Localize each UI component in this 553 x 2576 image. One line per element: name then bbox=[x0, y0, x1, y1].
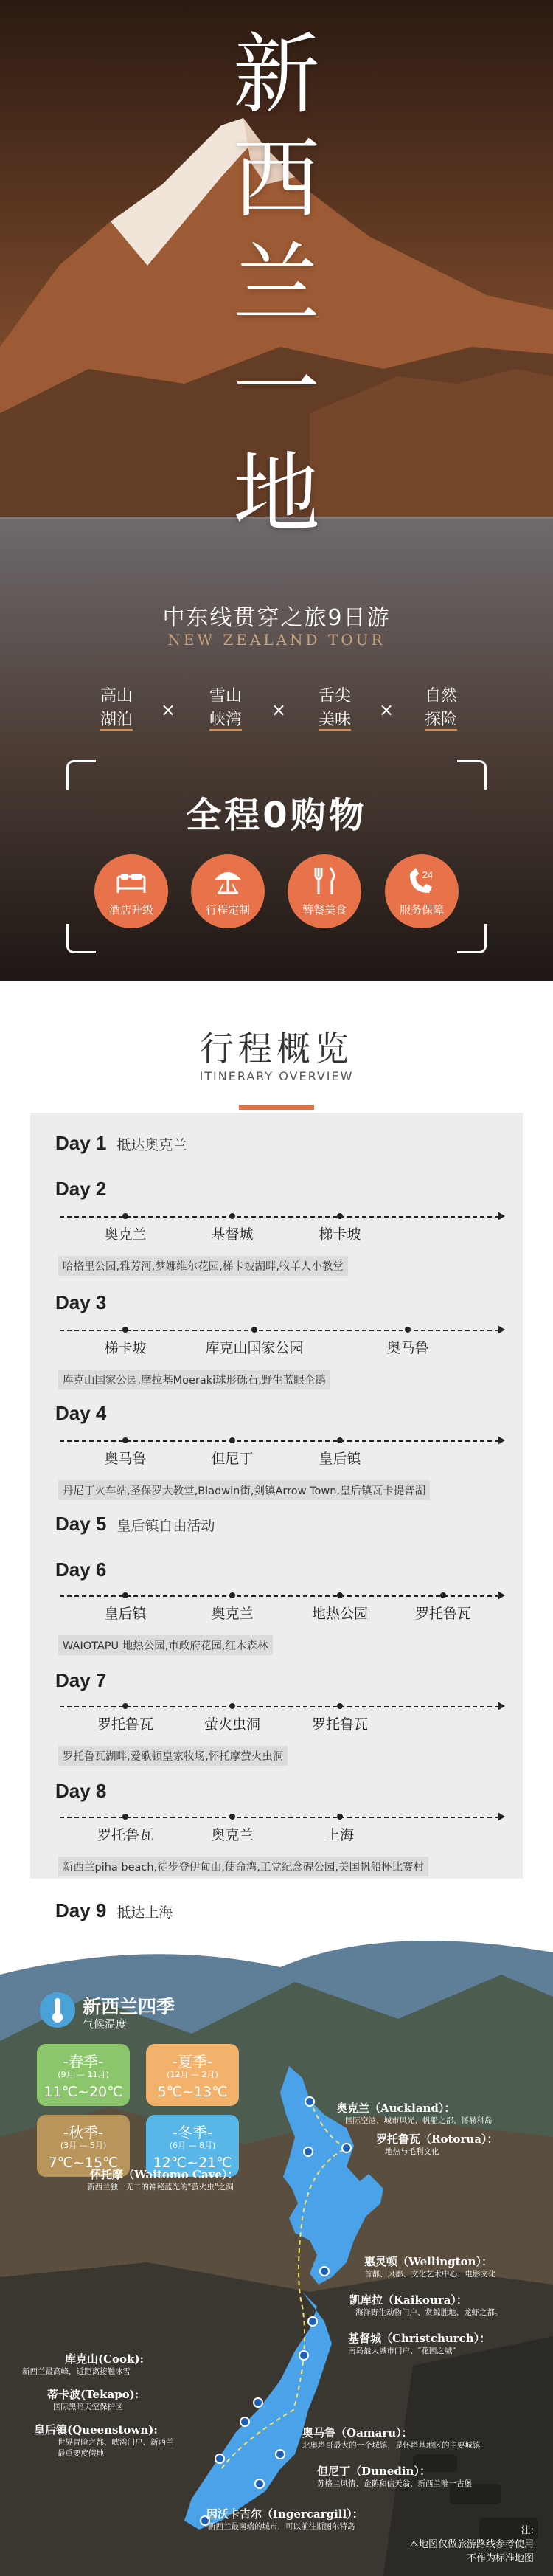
phone-24-icon bbox=[406, 865, 438, 897]
season-months: (6月 — 8月) bbox=[169, 2141, 216, 2150]
route-dot bbox=[122, 1327, 128, 1333]
day-description: 罗托鲁瓦湖畔,爱歌顿皇家牧场,怀托摩萤火虫洞 bbox=[58, 1746, 288, 1766]
map-label: 惠灵顿（Wellington）： bbox=[364, 2255, 493, 2268]
route-stop: 罗托鲁瓦 bbox=[311, 1716, 368, 1733]
map-pin bbox=[255, 2479, 264, 2488]
hero-subtitle: 中东线贯穿之旅9日游 bbox=[162, 605, 391, 631]
map-pin bbox=[215, 2454, 224, 2463]
day-description: 哈格里公园,雅芳河,梦娜维尔花园,梯卡坡湖畔,牧羊人小教堂 bbox=[58, 1256, 348, 1276]
itinerary-subtitle: ITINERARY OVERVIEW bbox=[199, 1069, 354, 1083]
title-char: 新 bbox=[232, 24, 320, 125]
badge-label: 行程定制 bbox=[205, 903, 250, 916]
feature-item bbox=[305, 685, 364, 732]
route-dot bbox=[440, 1592, 446, 1598]
seasons-subtitle: 气候温度 bbox=[83, 2017, 128, 2031]
route-dot bbox=[229, 1814, 235, 1820]
route-dot bbox=[405, 1327, 411, 1333]
season-name: -秋季- bbox=[63, 2124, 104, 2141]
day-row bbox=[55, 1669, 106, 1692]
season-months: (9月 — 11月) bbox=[58, 2070, 109, 2079]
route-stop: 库克山国家公园 bbox=[205, 1340, 304, 1356]
map-label: 奥马鲁（Oamaru）： bbox=[302, 2426, 413, 2439]
route-stop: 奥马鲁 bbox=[386, 1340, 429, 1356]
south-island bbox=[184, 2292, 332, 2530]
day-label: Day 9 bbox=[55, 1899, 107, 1921]
map-pin bbox=[304, 2147, 313, 2156]
hero-banner bbox=[0, 0, 553, 981]
map-pin bbox=[305, 2097, 314, 2106]
route-dot bbox=[122, 1592, 128, 1598]
day-label: Day 8 bbox=[55, 1780, 107, 1802]
map-label: 库克山(Cook): bbox=[65, 2352, 145, 2366]
hero-title bbox=[221, 22, 332, 546]
route-stop: 梯卡坡 bbox=[319, 1226, 361, 1243]
route-dot bbox=[229, 1437, 235, 1443]
day-row bbox=[55, 1513, 215, 1536]
map-label: 怀托摩（Waitomo Cave）： bbox=[90, 2168, 239, 2181]
feature-top: 雪山 bbox=[209, 687, 242, 705]
map-label: 蒂卡波(Tekapo): bbox=[47, 2388, 139, 2401]
route-stop: 地热公园 bbox=[311, 1606, 368, 1622]
day-label: Day 5 bbox=[55, 1513, 107, 1535]
note-title: 注: bbox=[521, 2525, 534, 2536]
map-desc: 苏格兰风情、企鹅和信天翁、新西兰唯一古堡 bbox=[317, 2479, 472, 2488]
season-temp: 5℃~13℃ bbox=[157, 2084, 228, 2100]
day-row bbox=[55, 1132, 187, 1155]
route-stop: 奥马鲁 bbox=[104, 1451, 147, 1467]
route-stop: 萤火虫洞 bbox=[204, 1716, 260, 1733]
feature-top: 舌尖 bbox=[318, 687, 351, 705]
seasons-title: 新西兰四季 bbox=[83, 1996, 175, 2017]
season-temp: 7℃~15℃ bbox=[48, 2155, 119, 2171]
map-pin bbox=[276, 2450, 285, 2459]
map-desc: 海洋野生动物门户、赏鲸胜地、龙虾之都。 bbox=[355, 2308, 503, 2317]
season-temp: 11℃~20℃ bbox=[44, 2084, 123, 2100]
feature-item bbox=[196, 685, 255, 732]
highlight-frame bbox=[66, 760, 487, 953]
day-description: 新西兰piha beach,徒步登伊甸山,使命湾,工党纪念碑公园,美国帆船杯比赛村 bbox=[58, 1857, 428, 1876]
hero-subtitle-en: NEW ZEALAND TOUR bbox=[167, 631, 386, 649]
map-pin bbox=[240, 2417, 249, 2426]
day-label: Day 3 bbox=[55, 1291, 107, 1313]
map-desc: 南岛最大城市门户、"花园之城" bbox=[348, 2347, 456, 2355]
feature-item bbox=[87, 685, 146, 732]
day-description: WAIOTAPU 地热公园,市政府花园,红木森林 bbox=[58, 1635, 273, 1655]
season-temp: 12℃~21℃ bbox=[153, 2155, 232, 2171]
route-stop: 奥克兰 bbox=[104, 1226, 147, 1243]
day-label: Day 1 bbox=[55, 1132, 107, 1154]
map-note bbox=[409, 2522, 534, 2564]
map-label: 但尼丁（Dunedin）： bbox=[317, 2465, 431, 2478]
route-dot bbox=[122, 1703, 128, 1709]
map-desc: 世界冒险之都、峡湾门户、新西兰最重要度假地 bbox=[58, 2438, 174, 2458]
map-pin bbox=[254, 2398, 262, 2407]
route-stop: 皇后镇 bbox=[319, 1451, 361, 1467]
route-dot bbox=[229, 1703, 235, 1709]
badge-hotel bbox=[94, 854, 168, 928]
badge-custom bbox=[191, 854, 265, 928]
map-pin bbox=[320, 2267, 329, 2276]
route-dot bbox=[337, 1437, 343, 1443]
map-desc: 新西兰最高峰，近距离接触冰雪 bbox=[22, 2367, 131, 2376]
map-label: 凯库拉（Kaikoura）： bbox=[349, 2293, 467, 2307]
day-note: 抵达奥克兰 bbox=[116, 1138, 187, 1153]
umbrella-icon bbox=[212, 865, 244, 897]
route-stop: 皇后镇 bbox=[104, 1606, 147, 1622]
day-row bbox=[55, 1899, 173, 1922]
map-desc: 首都、风都、文化艺术中心、电影文化 bbox=[364, 2270, 496, 2279]
feature-bottom: 峡湾 bbox=[209, 711, 242, 729]
seasons-map-section bbox=[0, 1893, 553, 2576]
title-char: 一 bbox=[232, 338, 320, 440]
route-dot bbox=[122, 1437, 128, 1443]
season-months: (12月 — 2月) bbox=[167, 2070, 218, 2079]
day-label: Day 4 bbox=[55, 1402, 107, 1424]
map-desc: 新西兰最南端的城市，可以前往斯图尔特岛 bbox=[208, 2522, 355, 2531]
title-underline bbox=[239, 1105, 314, 1110]
route-stop: 梯卡坡 bbox=[104, 1340, 147, 1356]
title-char: 西 bbox=[232, 128, 320, 230]
map-label: 罗托鲁瓦（Rotorua）： bbox=[376, 2133, 498, 2146]
badge-food bbox=[288, 854, 361, 928]
feature-item bbox=[411, 685, 470, 732]
map-label: 基督城（Christchurch）： bbox=[348, 2332, 491, 2345]
north-island bbox=[280, 2066, 383, 2285]
day-row bbox=[55, 1402, 106, 1425]
icon-24-text: 24 bbox=[422, 869, 434, 880]
bed-icon bbox=[115, 865, 147, 897]
badge-service bbox=[385, 854, 459, 928]
route-dot bbox=[229, 1213, 235, 1219]
route-dot bbox=[229, 1592, 235, 1598]
map-desc: 地热与毛利文化 bbox=[385, 2147, 439, 2156]
season-name: -夏季- bbox=[172, 2053, 213, 2071]
day-row bbox=[55, 1558, 106, 1581]
service-badges bbox=[94, 854, 459, 943]
map-desc: 北奥塔哥最大的一个城镇，是怀塔基地区的主要城镇 bbox=[302, 2441, 481, 2450]
feature-list bbox=[87, 685, 470, 744]
route-stop: 奥克兰 bbox=[211, 1606, 254, 1622]
itinerary-title: 行程概览 bbox=[200, 1029, 353, 1068]
badge-label: 簪餐美食 bbox=[302, 903, 347, 916]
feature-top: 高山 bbox=[100, 687, 133, 705]
separator-times: × bbox=[379, 700, 394, 720]
feature-bottom: 探险 bbox=[424, 711, 457, 729]
feature-bottom: 美味 bbox=[318, 711, 351, 729]
badge-label: 酒店升级 bbox=[108, 903, 153, 916]
route-stop: 但尼丁 bbox=[211, 1451, 254, 1467]
day-row bbox=[55, 1178, 106, 1201]
day-row bbox=[55, 1291, 106, 1314]
map-label: 皇后镇(Queenstown): bbox=[34, 2423, 158, 2437]
season-name: -冬季- bbox=[172, 2124, 213, 2141]
map-pin bbox=[342, 2144, 351, 2152]
itinerary-panel bbox=[30, 1113, 523, 1879]
route-dot bbox=[122, 1814, 128, 1820]
day-label: Day 6 bbox=[55, 1558, 107, 1581]
route-stop: 上海 bbox=[325, 1827, 354, 1843]
route-stop: 罗托鲁瓦 bbox=[97, 1716, 153, 1733]
route-dot bbox=[337, 1703, 343, 1709]
cutlery-icon bbox=[308, 865, 341, 897]
separator-times: × bbox=[271, 700, 287, 720]
route-stop: 罗托鲁瓦 bbox=[414, 1606, 471, 1622]
feature-bottom: 湖泊 bbox=[100, 711, 133, 729]
route-stop: 罗托鲁瓦 bbox=[97, 1827, 153, 1843]
route-dot bbox=[251, 1327, 257, 1333]
feature-top: 自然 bbox=[424, 687, 457, 705]
day-label: Day 2 bbox=[55, 1178, 107, 1200]
season-name: -春季- bbox=[63, 2053, 104, 2071]
route-dot bbox=[337, 1814, 343, 1820]
no-shopping-title: 全程0购物 bbox=[186, 795, 367, 836]
new-zealand-map bbox=[0, 1893, 553, 2576]
note-line: 不作为标准地图 bbox=[466, 2553, 534, 2564]
route-stop: 奥克兰 bbox=[211, 1827, 254, 1843]
map-label: 因沃卡吉尔（Ingercargill）： bbox=[206, 2507, 364, 2521]
day-label: Day 7 bbox=[55, 1669, 107, 1691]
map-pin bbox=[308, 2317, 317, 2326]
route-stop: 基督城 bbox=[211, 1226, 254, 1243]
note-line: 本地图仅做旅游路线参考使用 bbox=[408, 2539, 534, 2550]
map-desc: 国际黑暗天空保护区 bbox=[53, 2403, 123, 2411]
season-months: (3月 — 5月) bbox=[60, 2141, 107, 2150]
map-label: 奥克兰（Auckland）： bbox=[336, 2102, 456, 2115]
day-description: 库克山国家公园,摩拉基Moeraki球形砾石,野生蓝眼企鹅 bbox=[58, 1370, 330, 1389]
route-dot bbox=[337, 1213, 343, 1219]
title-char: 兰 bbox=[232, 233, 320, 335]
map-desc: 新西兰独一无二的神秘蓝光的"萤火虫"之洞 bbox=[87, 2183, 234, 2192]
separator-times: × bbox=[161, 700, 176, 720]
day-note: 抵达上海 bbox=[116, 1905, 173, 1921]
title-char: 地 bbox=[232, 443, 320, 545]
map-pin bbox=[299, 2351, 308, 2360]
day-note: 皇后镇自由活动 bbox=[116, 1519, 215, 1534]
day-row bbox=[55, 1780, 106, 1803]
badge-label: 服务保障 bbox=[399, 903, 444, 916]
route-dot bbox=[337, 1592, 343, 1598]
route-dot bbox=[122, 1213, 128, 1219]
day-description: 丹尼丁火车站,圣保罗大教堂,Bladwin街,剑镇Arrow Town,皇后镇瓦卡提普湖 bbox=[58, 1480, 430, 1500]
map-desc: 国际空港、城市风光、帆船之都、怀赫科岛 bbox=[345, 2116, 493, 2125]
